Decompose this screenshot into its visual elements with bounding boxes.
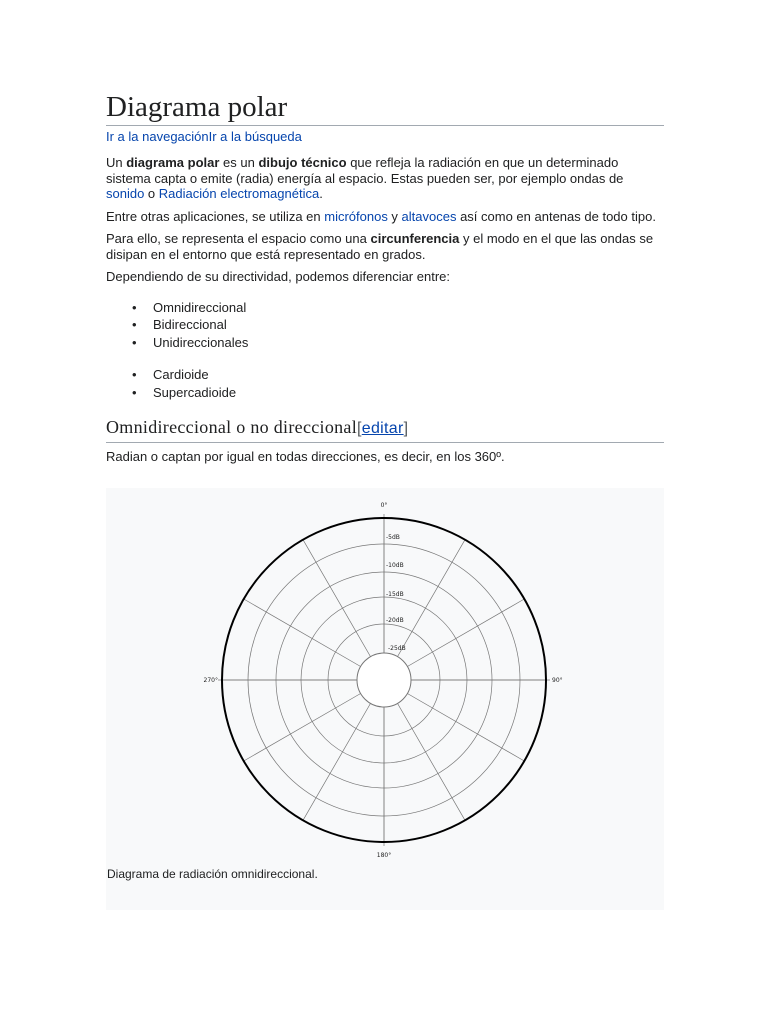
intro-paragraph: Un diagrama polar es un dibujo técnico que refleja la radiación en que un determinado sistema capta o emite (radia) energía al espacio. Estas pueden ser, por ejemplo ondas de sonido o Radiación electromagnética. (106, 155, 624, 201)
angle-label-top: 0° (380, 502, 388, 509)
link-microfonos[interactable]: micrófonos (324, 208, 388, 224)
link-altavoces[interactable]: altavoces (401, 208, 457, 224)
directivity-paragraph: Dependiendo de su directividad, podemos diferenciar entre: (106, 269, 450, 284)
list-item: • Cardioide (153, 366, 664, 384)
jump-to-search-link[interactable]: Ir a la búsqueda (208, 129, 302, 144)
applications-paragraph: Entre otras aplicaciones, se utiliza en micrófonos y altavoces así como en antenas de todo tipo. (106, 208, 656, 224)
section-heading: Omnidireccional o no direccional[editar] (106, 416, 664, 443)
list-item: • Supercadioide (153, 384, 664, 402)
angle-label-bottom: 180° (376, 852, 392, 859)
angle-label-right: 90° (552, 677, 563, 684)
jump-links (106, 129, 664, 145)
unidirectional-list (106, 366, 664, 401)
polar-diagram (106, 488, 664, 863)
term-diagrama-polar: diagrama polar (126, 155, 220, 170)
ring-label: -20dB (386, 617, 404, 624)
list-item: • Omnidireccional (153, 299, 664, 317)
jump-to-navigation-link[interactable]: Ir a la navegación (106, 129, 209, 144)
directivity-list (106, 299, 664, 352)
representation-paragraph: Para ello, se representa el espacio como una circunferencia y el modo en el que las ondas se disipan en el entorno que está representado en grados. (106, 231, 654, 262)
ring-label: -10dB (386, 562, 404, 569)
ring-label: -25dB (388, 645, 406, 652)
list-item: • Bidireccional (153, 316, 664, 334)
link-sonido[interactable]: sonido (106, 186, 145, 201)
ring-label: -5dB (386, 534, 400, 541)
page-title: Diagrama polar (106, 90, 664, 126)
figure-caption: Diagrama de radiación omnidireccional. (107, 867, 318, 881)
polar-grid (218, 514, 550, 846)
term-dibujo-tecnico: dibujo técnico (258, 155, 347, 170)
link-radiacion-electromagnetica[interactable]: Radiación electromagnética (158, 186, 320, 201)
list-item: • Unidireccionales (153, 334, 664, 352)
section-text: Radian o captan por igual en todas direcciones, es decir, en los 360º. (106, 449, 505, 464)
term-circunferencia: circunferencia (370, 231, 460, 246)
ring-label: -15dB (386, 591, 404, 598)
angle-label-left: 270° (203, 677, 218, 684)
article-content (106, 90, 664, 472)
polar-diagram-figure (106, 488, 664, 910)
edit-section-link[interactable]: editar (361, 420, 404, 437)
